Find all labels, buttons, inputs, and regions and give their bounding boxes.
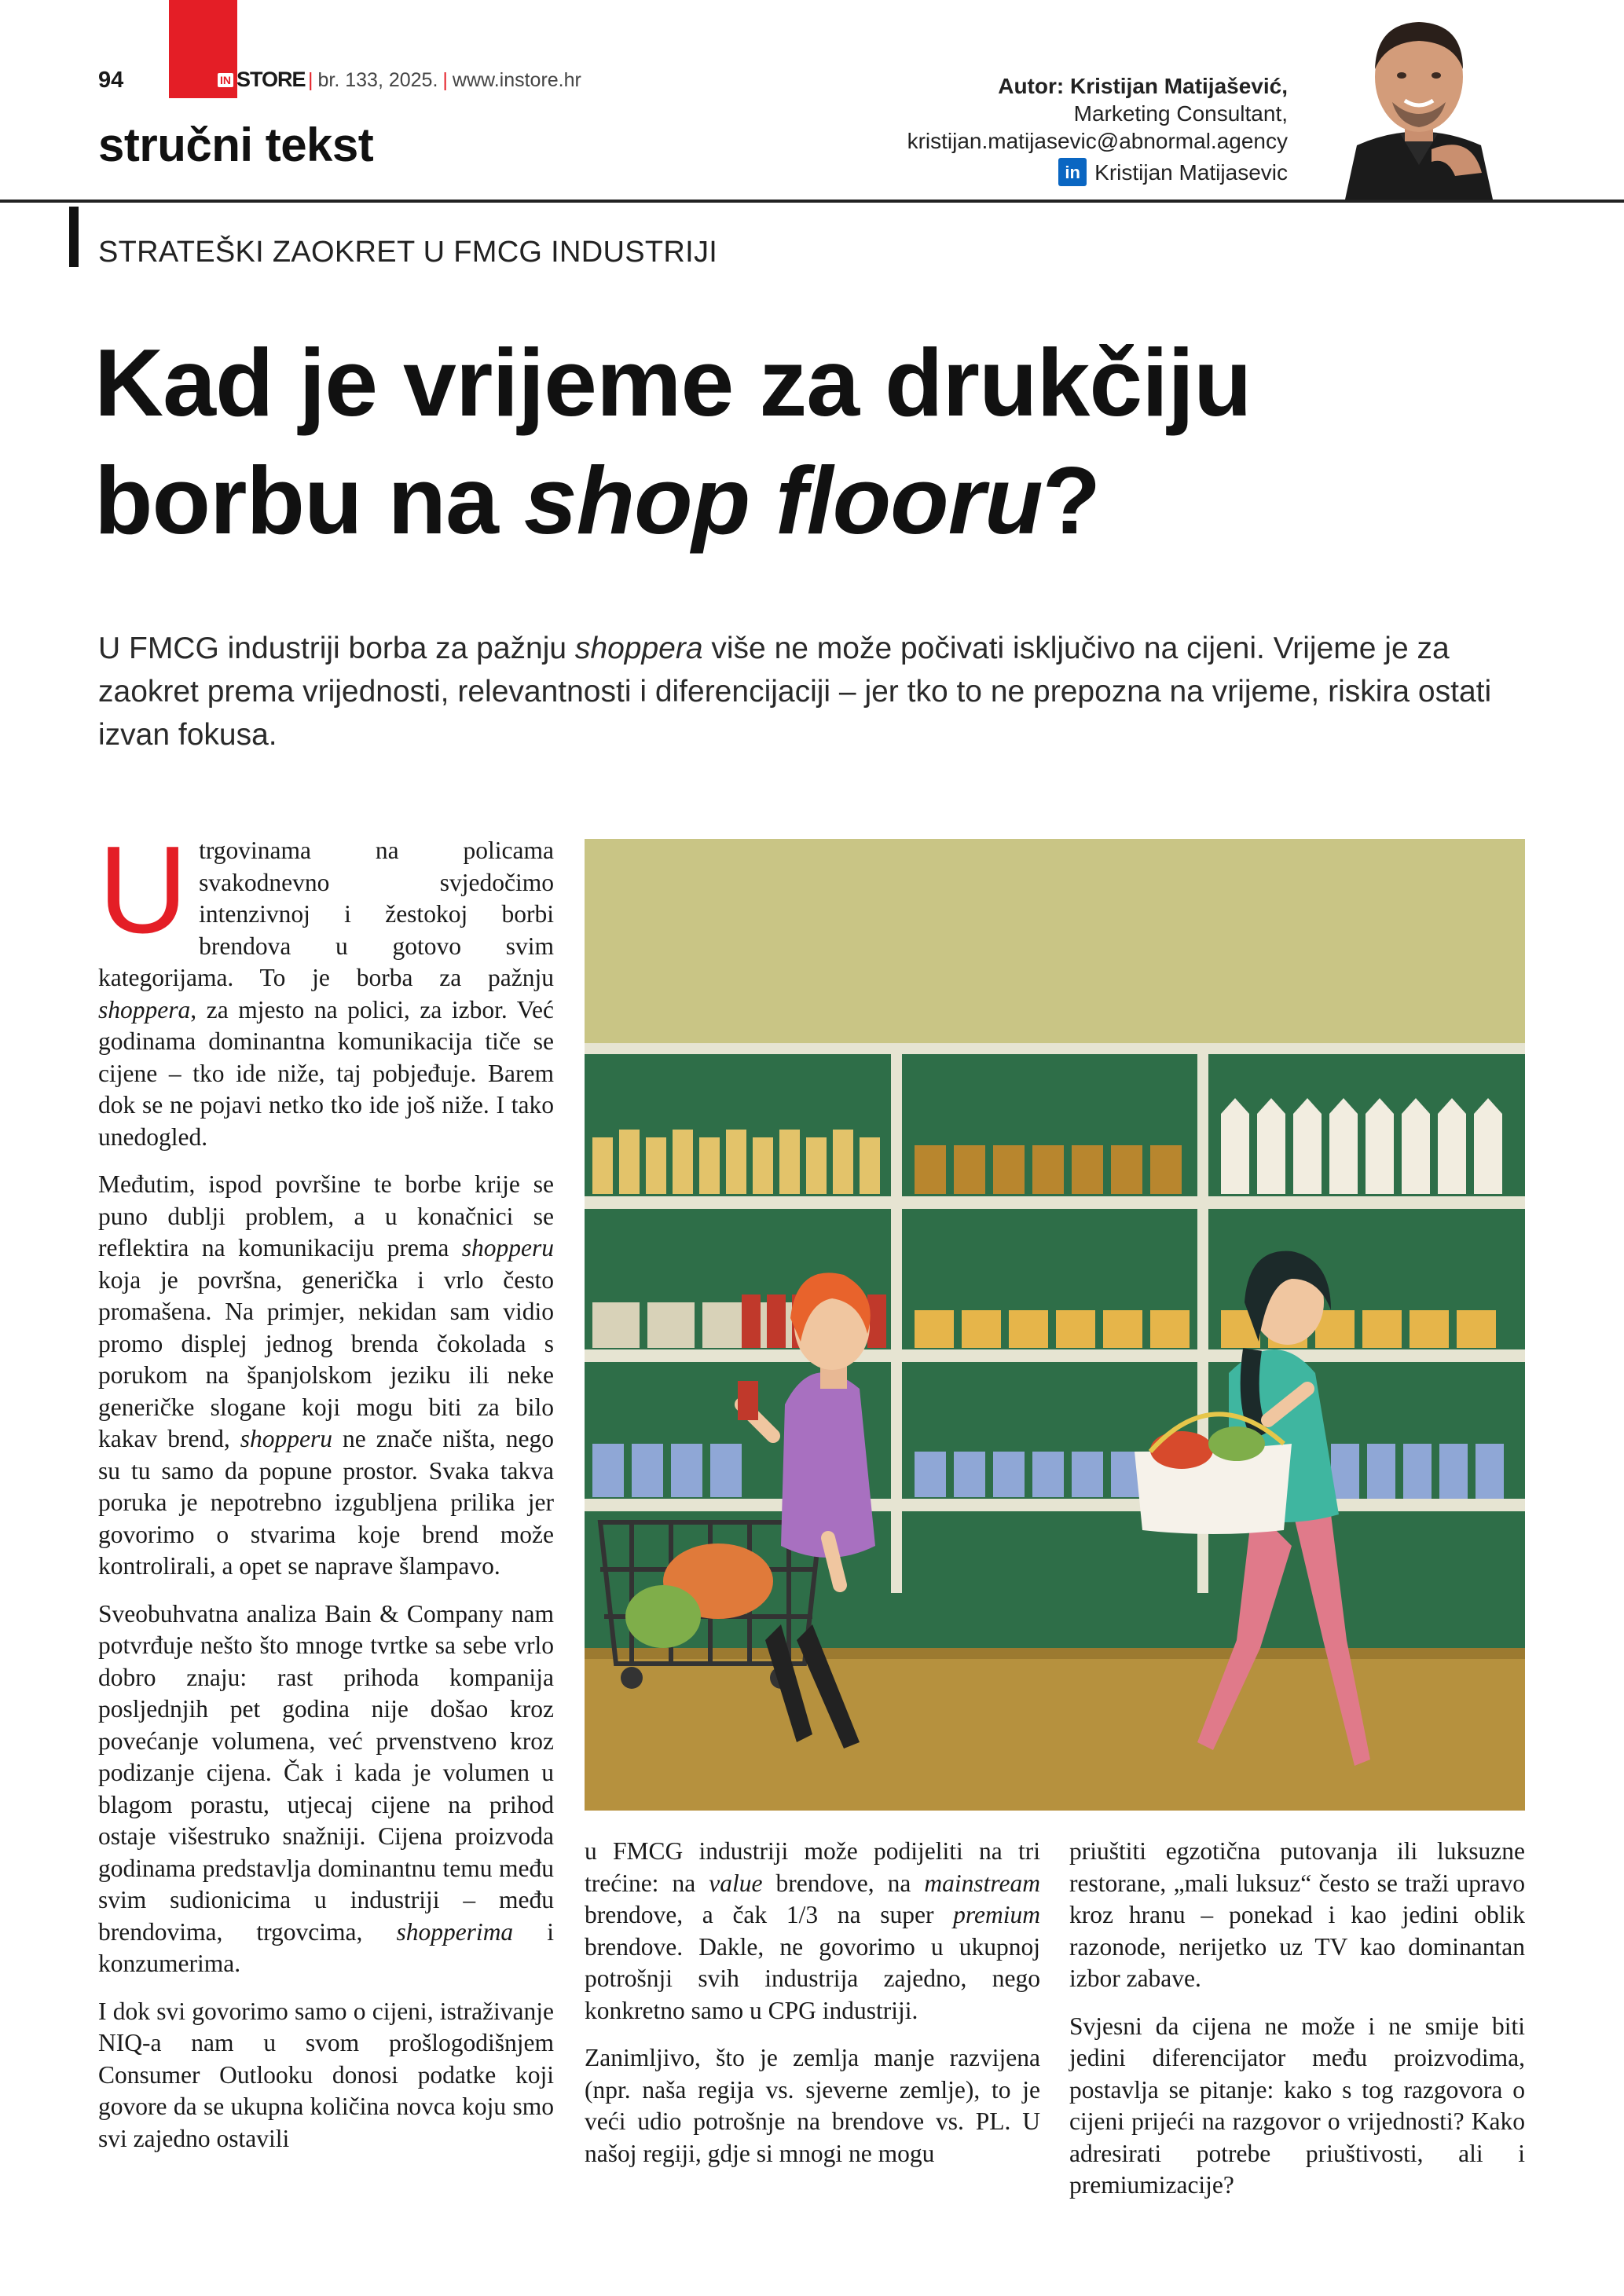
italic-text: shopperima [396, 1917, 514, 1946]
title-text: borbu na [94, 447, 524, 554]
text: brendove. Dakle, ne govorimo u ukupnoj potrošnji svih industrija zajedno, nego konkretno samo u CPG industriji. [585, 1932, 1040, 2024]
paragraph [98, 1598, 554, 1980]
text: u FMCG industriji može podijeliti na tri trećine: na [585, 1837, 1040, 1897]
drop-cap: U [98, 821, 189, 959]
lead-text: više ne može počivati isključivo na cijeni. Vrijeme je za zaokret prema vrijednosti, relevantnosti i diferencijaciji – jer tko to ne prepozna na vrijeme, riskira ostati izvan fokusa. [98, 632, 1492, 752]
text: koja je površna, generička i vrlo često promašena. Na primjer, nekidan sam vidio promo displej jednog brenda čokolada s porukom na španjolskom jeziku ili neke generičke slogane koji mogu biti za bilo kakav brend, [98, 1265, 554, 1452]
kicker-bar [69, 207, 79, 267]
italic-text: shopperu [461, 1234, 554, 1262]
text: Međutim, ispod površine te borbe krije se puno dublji problem, a u konačnici se reflektira na komunikaciju prema [98, 1170, 554, 1262]
logo-store-text: STORE [236, 68, 306, 91]
lead-italic: shoppera [574, 632, 703, 665]
linkedin-row [907, 158, 1288, 186]
title-line-2 [94, 441, 1548, 559]
section-label: stručni tekst [98, 119, 374, 171]
article-kicker: STRATEŠKI ZAOKRET U FMCG INDUSTRIJI [98, 236, 718, 269]
paragraph: Zanimljivo, što je zemlja manje razvijena (npr. naša regija vs. sjeverne zemlje), to je veći udio potrošnje na brendove vs. PL. U našoj regiji, gdje si mnogi ne mogu [585, 2044, 1040, 2167]
italic-text: mainstream [924, 1869, 1041, 1897]
author-email: kristijan.matijasevic@abnormal.agency [907, 129, 1288, 153]
issue-number: br. 133, 2025. [317, 69, 438, 91]
logo-in-badge: IN [218, 73, 233, 87]
italic-text: value [709, 1869, 763, 1897]
header-rule [0, 200, 1624, 203]
instore-logo [218, 68, 306, 92]
paragraph: I dok svi govorimo samo o cijeni, istraživanje NIQ-a nam u svom prošlogodišnjem Consumer Outlooku donosi podatke koji govore da se ukupna količina novca koju smo svi zajedno ostavili [98, 1997, 554, 2152]
paragraph [585, 1836, 1040, 2027]
website-url: www.instore.hr [452, 69, 581, 91]
author-block [907, 72, 1288, 186]
body-column-2 [585, 1836, 1040, 2185]
supermarket-illustration [585, 839, 1525, 1811]
body-column-1 [98, 821, 555, 2170]
author-photo [1314, 8, 1524, 200]
text: trgovinama na policama svakodnevno svjedočimo intenzivnoj i žestokoj borbi brendova u gotovo svim kategorijama. To je borba za pažnju [98, 837, 554, 991]
article-title [94, 324, 1548, 559]
paragraph: Svjesni da cijena ne može i ne smije biti jedini diferencijator među proizvodima, postavlja se pitanje: kako s tog razgovora o cijeni prijeći na razgovor o vrijednosti? Kako adresirati potrebe priuštivosti, ali i premiumizacije? [1069, 2012, 1525, 2199]
text: brendove, a čak 1/3 na super [585, 1901, 954, 1928]
title-italic: shop flooru [523, 447, 1043, 554]
paragraph: priuštiti egzotična putovanja ili luksuzne restorane, „mali luksuz“ često se traži upravo kroz hranu – ponekad i kao jedini oblik razonode, nerijetko uz TV kao dominantan izbor zabave. [1069, 1837, 1525, 1992]
text: i konzumerima. [98, 1917, 554, 1977]
text: Sveobuhvatna analiza Bain & Company nam potvrđuje nešto što mnoge tvrtke sa sebe vrlo dobro znaju: rast prihoda kompanija posljednjih pet godina nije došao kroz povećanje volumena, već prvenstveno kroz podizanje cijena. Čak i kada je volumen u blagom porastu, utjecaj cijene na prihod ostaje višestruko snažniji. Cijena proizvoda godinama predstavlja dominantnu temu među svim sudionicima u industriji – među brendovima, trgovcima, [98, 1599, 554, 1946]
linkedin-icon: in [1058, 158, 1087, 186]
separator: | [442, 69, 448, 91]
title-text: ? [1042, 447, 1101, 554]
article-lead [98, 627, 1536, 756]
italic-text: shoppera [98, 995, 191, 1023]
text: brendove, na [762, 1869, 925, 1897]
text: ne znače ništa, nego su tu samo da popune prostor. Svaka takva poruka je nepotrebno izgubljena prilika jer govorimo o stvarima koje brend može kontrolirali, a opet se naprave šlampavo. [98, 1425, 555, 1580]
title-line-1: Kad je vrijeme za drukčiju [94, 329, 1252, 436]
page-number: 94 [98, 68, 124, 93]
italic-text: shopperu [240, 1425, 333, 1452]
text: , za mjesto na polici, za izbor. Već godinama dominantna komunikacija tiče se cijene – tko ide niže, taj pobjeđuje. Barem dok se ne pojavi netko tko ide još niže. I tako unedogled. [98, 995, 554, 1151]
body-column-3 [1069, 1836, 1525, 2217]
author-role: Marketing Consultant, [1073, 101, 1288, 126]
lead-text: U FMCG industriji borba za pažnju [98, 632, 575, 665]
issue-info [303, 69, 581, 92]
paragraph [98, 821, 554, 1153]
author-name: Autor: Kristijan Matijašević, [998, 74, 1288, 98]
linkedin-name: Kristijan Matijasevic [1094, 159, 1288, 185]
italic-text: premium [953, 1901, 1040, 1928]
paragraph [98, 1169, 554, 1583]
separator: | [308, 69, 313, 91]
